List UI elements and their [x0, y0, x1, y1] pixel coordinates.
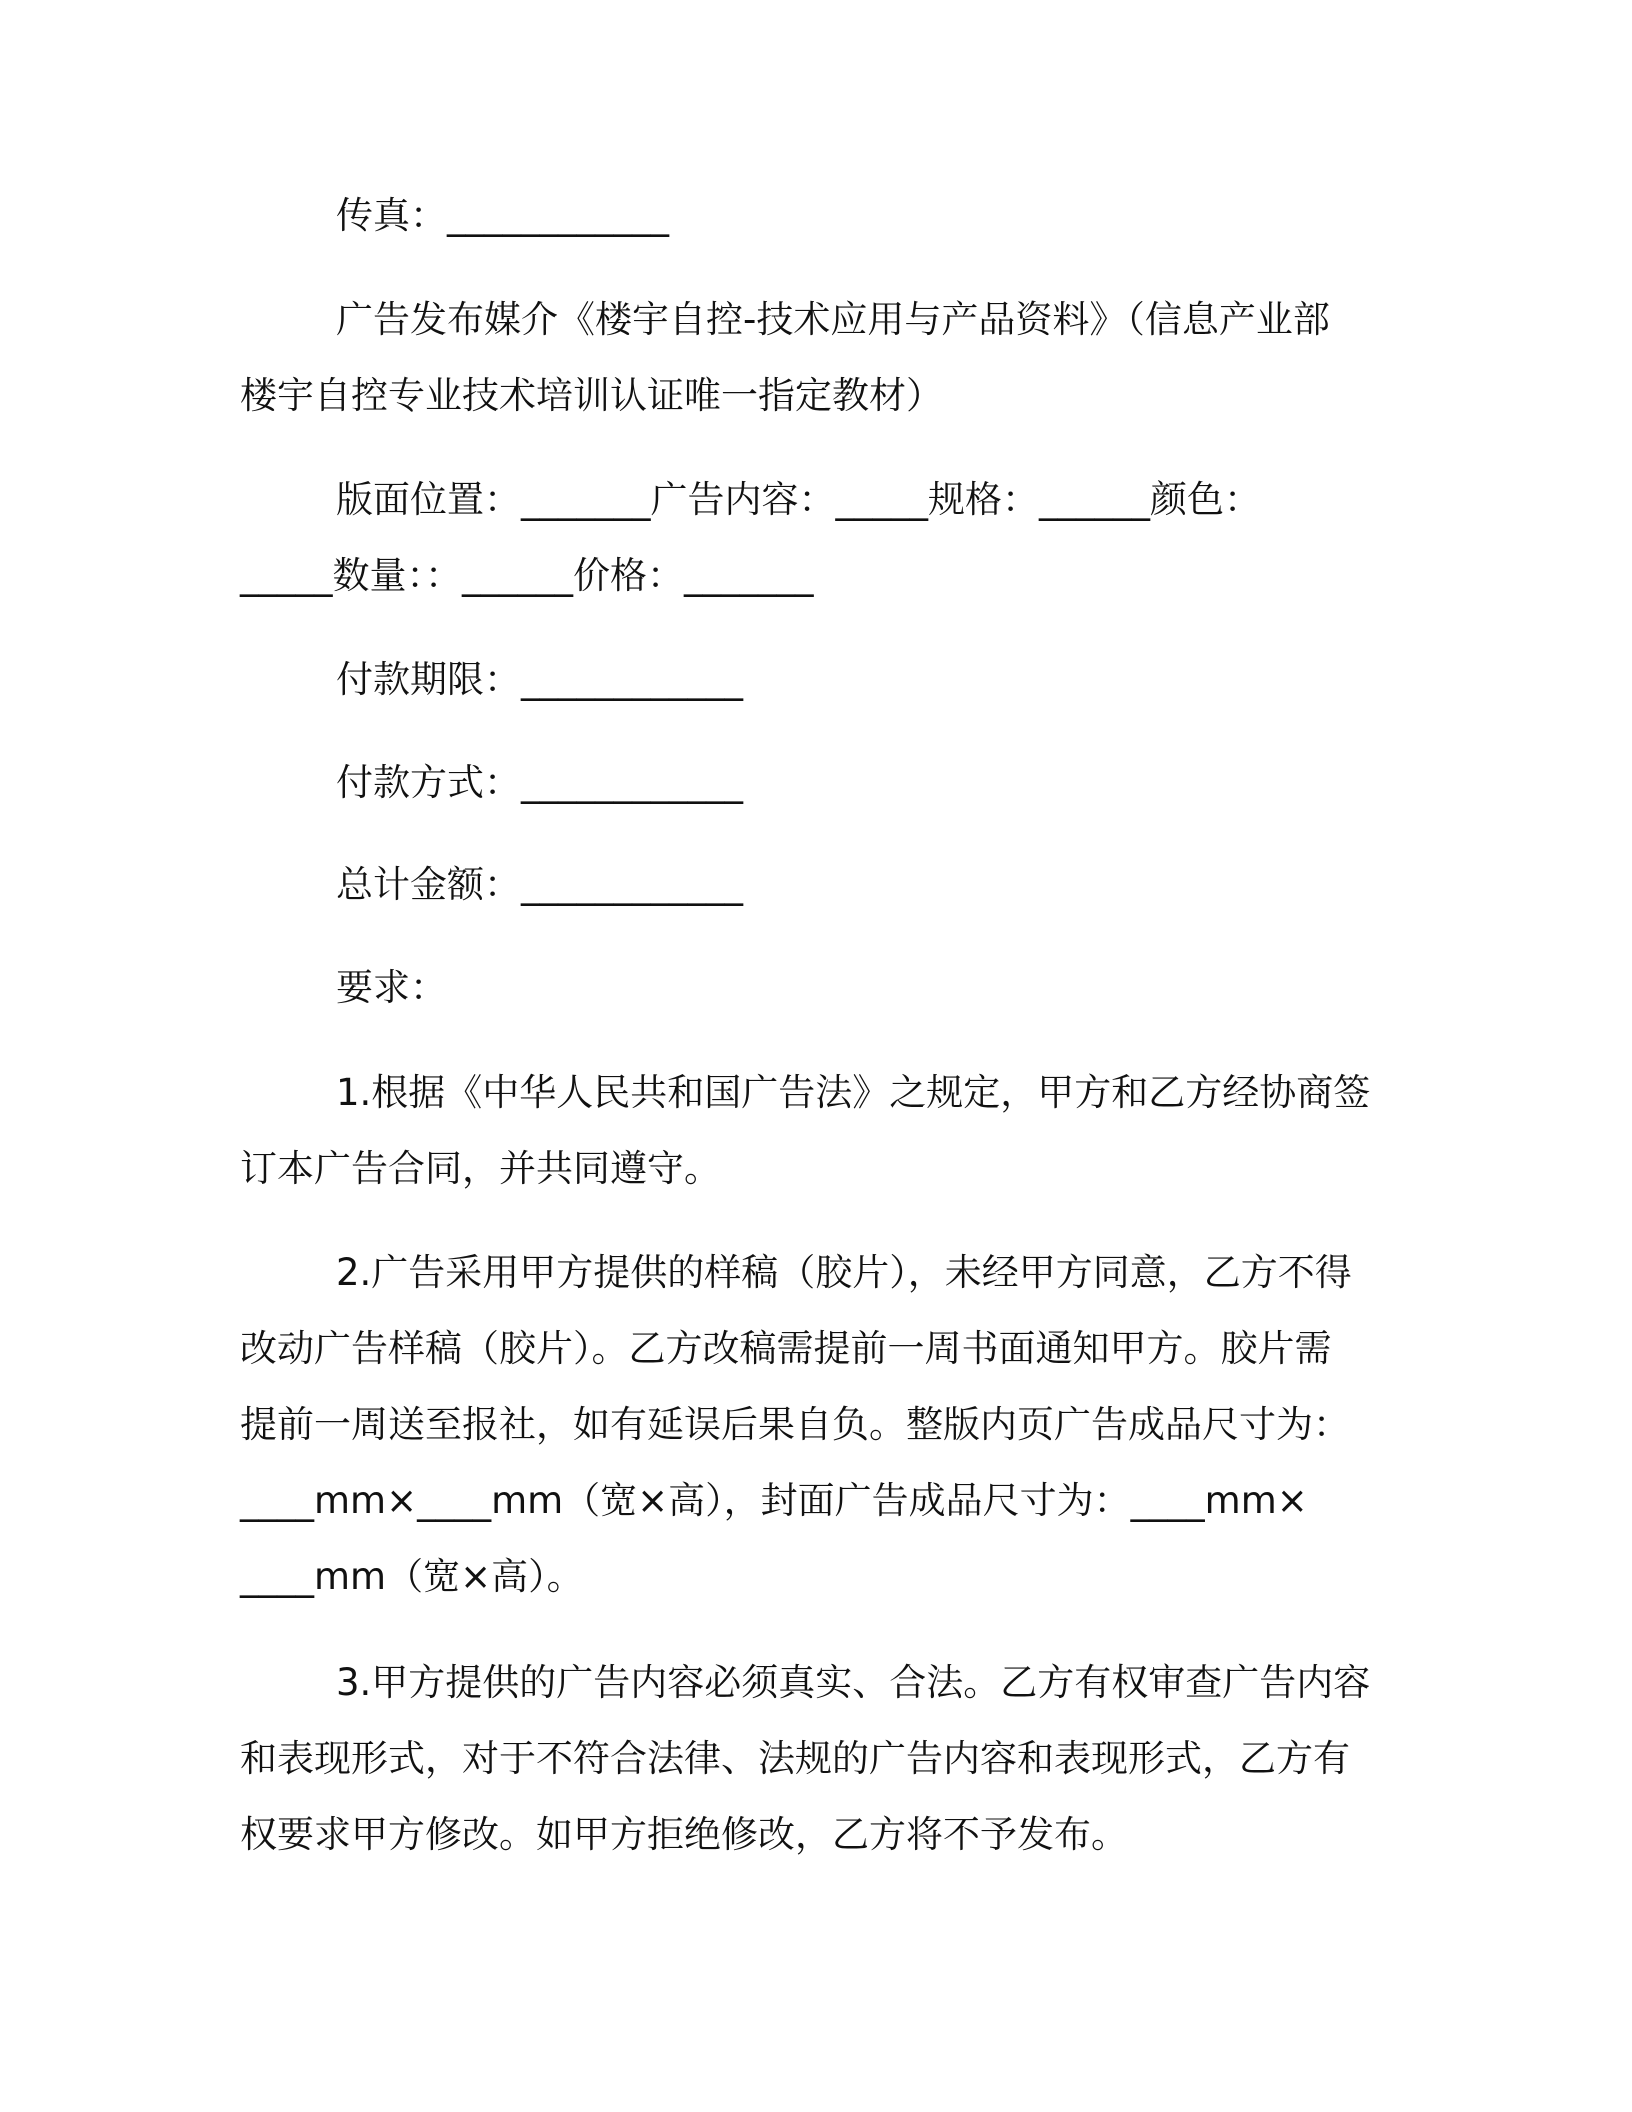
- layout-fields-paragraph: [240, 462, 1380, 614]
- media-paragraph: [240, 282, 1380, 434]
- clause-1: [240, 1055, 1380, 1207]
- clause-1-line-1: 1.根据《中华人民共和国广告法》之规定，甲方和乙方经协商签: [336, 1071, 1371, 1114]
- layout-fields-line-2: _____数量：：______价格：_______: [240, 554, 814, 597]
- requirements-heading: 要求：: [336, 966, 447, 1009]
- clause-2-line-1: 2.广告采用甲方提供的样稿（胶片），未经甲方同意，乙方不得: [336, 1251, 1352, 1294]
- total-amount-field: 总计金额：____________: [336, 863, 743, 906]
- clause-3-line-3: 权要求甲方修改。如甲方拒绝修改，乙方将不予发布。: [240, 1813, 1128, 1856]
- layout-fields-line-1: 版面位置：_______广告内容：_____规格：______颜色：: [336, 478, 1261, 521]
- clause-2-line-3: 提前一周送至报社，如有延误后果自负。整版内页广告成品尺寸为：: [240, 1403, 1350, 1446]
- media-line-1: 广告发布媒介《楼宇自控-技术应用与产品资料》（信息产业部: [336, 298, 1330, 341]
- clause-3-line-1: 3.甲方提供的广告内容必须真实、合法。乙方有权审查广告内容: [336, 1661, 1371, 1704]
- payment-method-field: 付款方式：____________: [336, 761, 743, 804]
- clause-1-line-2: 订本广告合同，并共同遵守。: [240, 1147, 721, 1190]
- fax-field: 传真：____________: [336, 194, 669, 237]
- clause-2-line-5: ____mm（宽×高）。: [240, 1555, 584, 1598]
- clause-2-line-2: 改动广告样稿（胶片）。乙方改稿需提前一周书面通知甲方。胶片需: [240, 1327, 1332, 1370]
- clause-2-line-4: ____mm×____mm（宽×高），封面广告成品尺寸为：____mm×: [240, 1479, 1308, 1522]
- clause-3: [240, 1645, 1380, 1873]
- clause-3-line-2: 和表现形式，对于不符合法律、法规的广告内容和表现形式，乙方有: [240, 1737, 1350, 1780]
- clause-2: [240, 1235, 1380, 1615]
- payment-term-field: 付款期限：____________: [336, 658, 743, 701]
- media-line-2: 楼宇自控专业技术培训认证唯一指定教材）: [240, 374, 943, 417]
